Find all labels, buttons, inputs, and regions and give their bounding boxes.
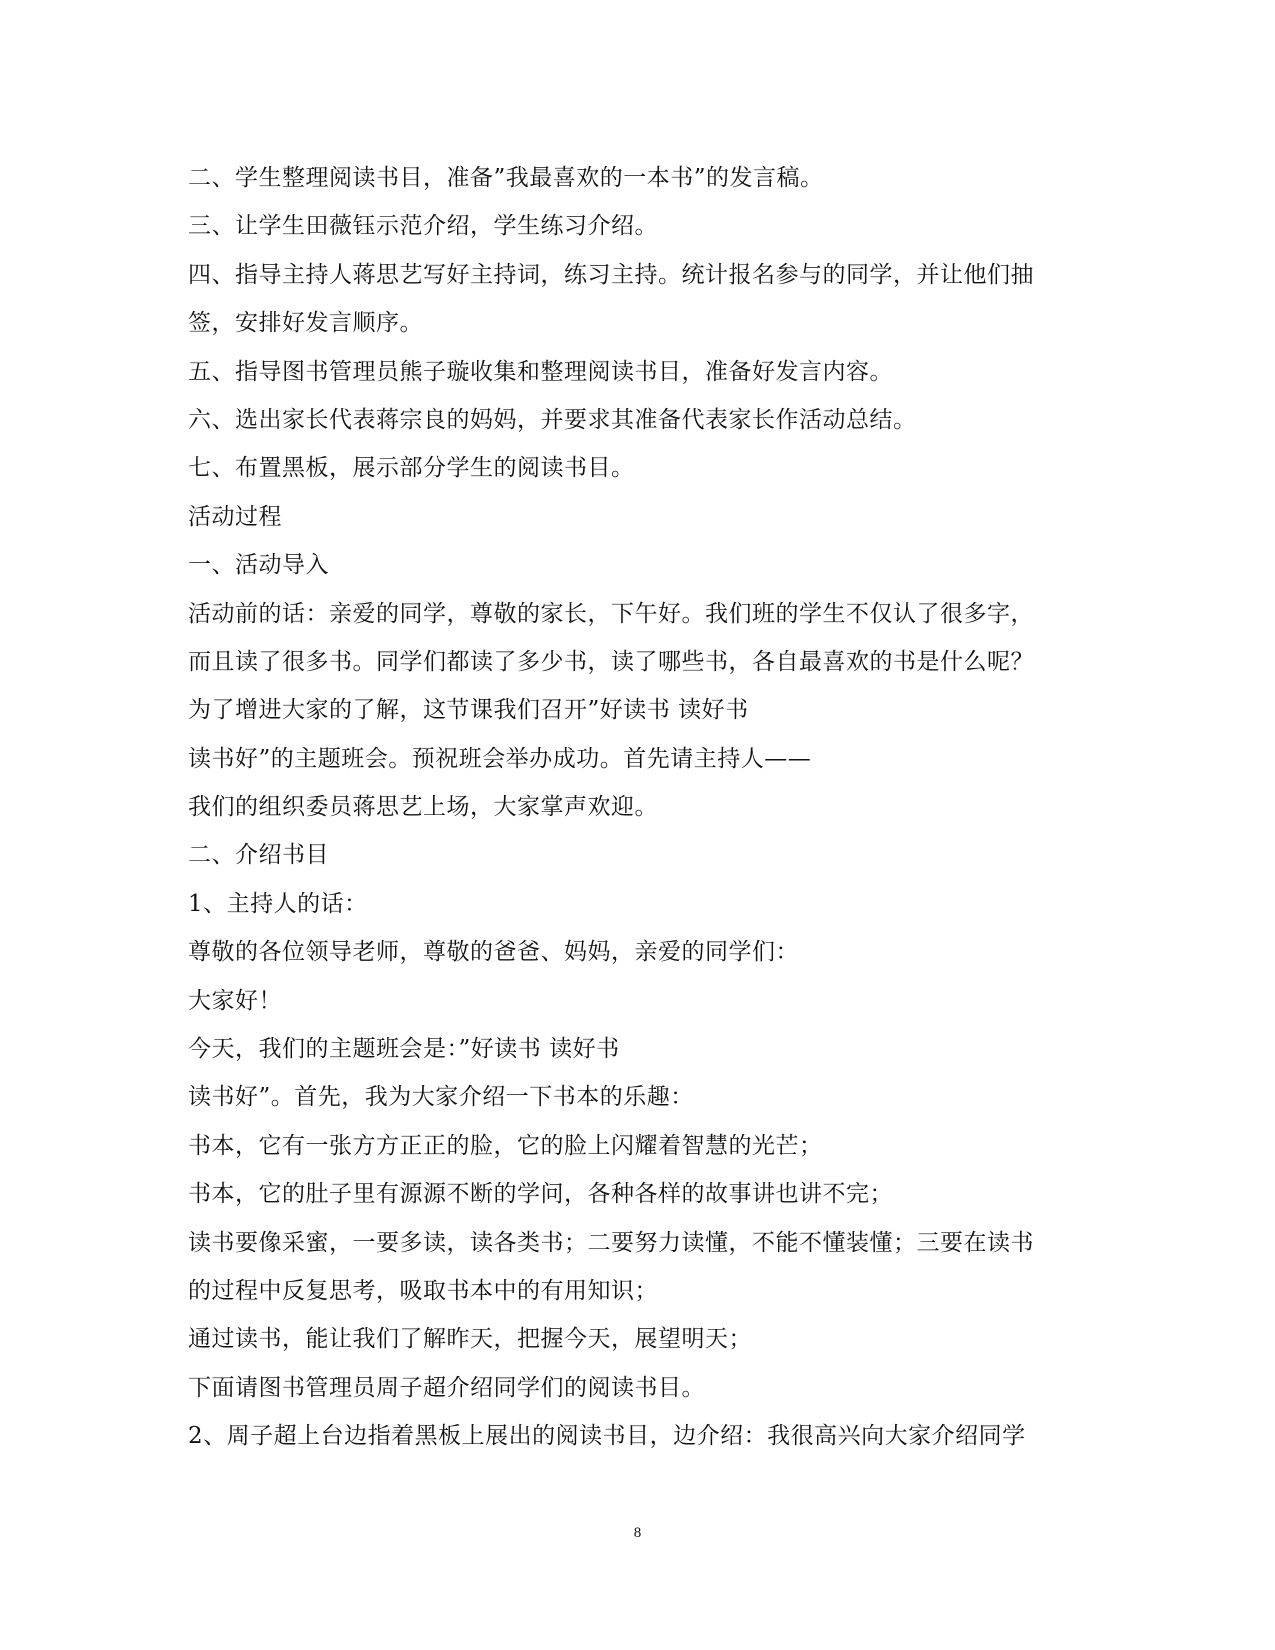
text-line: 七、布置黑板，展示部分学生的阅读书目。	[188, 455, 635, 482]
document-body	[188, 154, 1088, 1461]
section-heading: 活动过程	[188, 503, 282, 530]
text-line: 为了增进大家的了解，这节课我们召开”好读书 读好书	[188, 697, 749, 724]
text-line: 三、让学生田薇钰示范介绍，学生练习介绍。	[188, 213, 658, 240]
text-line: 一、活动导入	[188, 552, 329, 579]
text-line: 尊敬的各位领导老师，尊敬的爸爸、妈妈，亲爱的同学们：	[188, 939, 799, 966]
text-line: 活动前的话：亲爱的同学，尊敬的家长，下午好。我们班的学生不仅认了很多字，	[188, 600, 1034, 627]
text-line: 二、介绍书目	[188, 842, 329, 869]
text-line: 2、周子超上台边指着黑板上展出的阅读书目，边介绍：我很高兴向大家介绍同学	[188, 1423, 1026, 1450]
text-line: 读书要像采蜜，一要多读，读各类书；二要努力读懂，不能不懂装懂；三要在读书	[188, 1229, 1034, 1256]
text-line: 而且读了很多书。同学们都读了多少书，读了哪些书，各自最喜欢的书是什么呢？	[188, 648, 1034, 675]
text-line: 大家好！	[188, 987, 282, 1014]
text-line: 今天，我们的主题班会是：”好读书 读好书	[188, 1036, 620, 1063]
text-line: 签，安排好发言顺序。	[188, 310, 423, 337]
text-line: 通过读书，能让我们了解昨天，把握今天，展望明天；	[188, 1326, 752, 1353]
text-line: 四、指导主持人蒋思艺写好主持词，练习主持。统计报名参与的同学，并让他们抽	[188, 261, 1034, 288]
page-number: 8	[633, 1525, 642, 1541]
text-line: 读书好”的主题班会。预祝班会举办成功。首先请主持人——	[188, 745, 812, 772]
text-line: 二、学生整理阅读书目，准备”我最喜欢的一本书”的发言稿。	[188, 165, 824, 191]
text-line: 我们的组织委员蒋思艺上场，大家掌声欢迎。	[188, 794, 658, 821]
text-line: 读书好”。首先，我为大家介绍一下书本的乐趣：	[188, 1084, 694, 1111]
text-line: 五、指导图书管理员熊子璇收集和整理阅读书目，准备好发言内容。	[188, 358, 893, 385]
text-line: 1、主持人的话：	[188, 890, 368, 917]
text-line: 六、选出家长代表蒋宗良的妈妈，并要求其准备代表家长作活动总结。	[188, 406, 917, 433]
text-line: 书本，它有一张方方正正的脸，它的脸上闪耀着智慧的光芒；	[188, 1132, 823, 1159]
text-line: 下面请图书管理员周子超介绍同学们的阅读书目。	[188, 1374, 705, 1401]
text-line: 的过程中反复思考，吸取书本中的有用知识；	[188, 1277, 658, 1304]
text-line: 书本，它的肚子里有源源不断的学问，各种各样的故事讲也讲不完；	[188, 1181, 893, 1208]
